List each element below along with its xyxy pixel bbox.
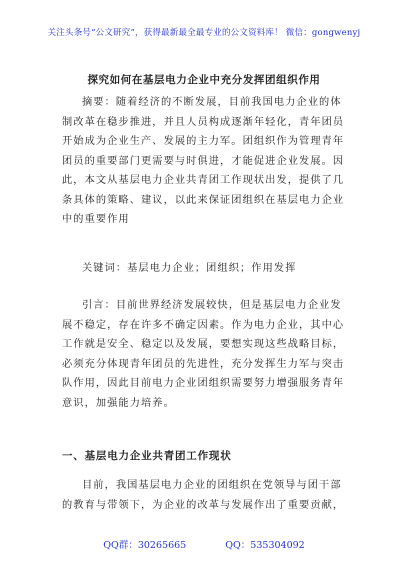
- intro-line: 展不稳定，存在许多不确定因素。作为电力企业，其中心: [62, 319, 345, 331]
- intro-line: 必须充分体现青年团员的先进性，充分发挥生力军与突击: [62, 358, 345, 370]
- section1-line: 的教育与带领下，为企业的改革与发展作出了重要贡献，: [62, 499, 345, 511]
- qq-group-number: QQ群：30265665: [103, 540, 187, 551]
- abstract-line: 条具体的策略、建议，以此来保证团组织在基层电力企业: [62, 194, 345, 206]
- qq-number: QQ：535304092: [225, 540, 305, 551]
- section1-paragraph: [62, 476, 352, 515]
- abstract-line: 制改革在稳步推进，并且人员构成逐渐年轻化，青年团员: [62, 116, 345, 128]
- abstract-line: 中的重要作用: [62, 214, 130, 225]
- document-title: 探究如何在基层电力企业中充分发挥团组织作用: [87, 74, 321, 86]
- intro-line: 工作就是安全、稳定以及发展，要想实现这些战略目标，: [62, 339, 345, 350]
- intro-line: 意识，加强能力培养。: [62, 397, 175, 409]
- abstract-line: 摘要：随着经济的不断发展，目前我国电力企业的体: [82, 97, 342, 108]
- abstract-line: 开始成为企业生产、发展的主力军。团组织作为管理青年: [62, 136, 345, 147]
- header-banner: 关注头条号“公文研究”，获得最新最全最专业的公文资料库！ 微信：gongwenyj: [47, 28, 361, 38]
- abstract-line: 此，本文从基层电力企业共青团工作现状出发，提供了几: [62, 175, 345, 186]
- section1-line: 目前，我国基层电力企业的团组织在党领导与团干部: [82, 480, 342, 491]
- keywords-line: 关键词：基层电力企业；团组织；作用发挥: [82, 263, 297, 274]
- keywords-paragraph: [62, 259, 352, 279]
- abstract-line: 团员的重要部门更需要与时俱进，才能促进企业发展。因: [62, 155, 345, 167]
- footer-contact: [0, 537, 408, 551]
- abstract-paragraph: [62, 93, 352, 230]
- intro-line: 队作用，因此目前电力企业团组织需要努力增强服务青年: [62, 378, 345, 389]
- section-heading: 一、基层电力企业共青团工作现状: [62, 450, 232, 462]
- intro-line: 引言：目前世界经济发展较快，但是基层电力企业发: [82, 300, 342, 311]
- intro-paragraph: [62, 296, 352, 413]
